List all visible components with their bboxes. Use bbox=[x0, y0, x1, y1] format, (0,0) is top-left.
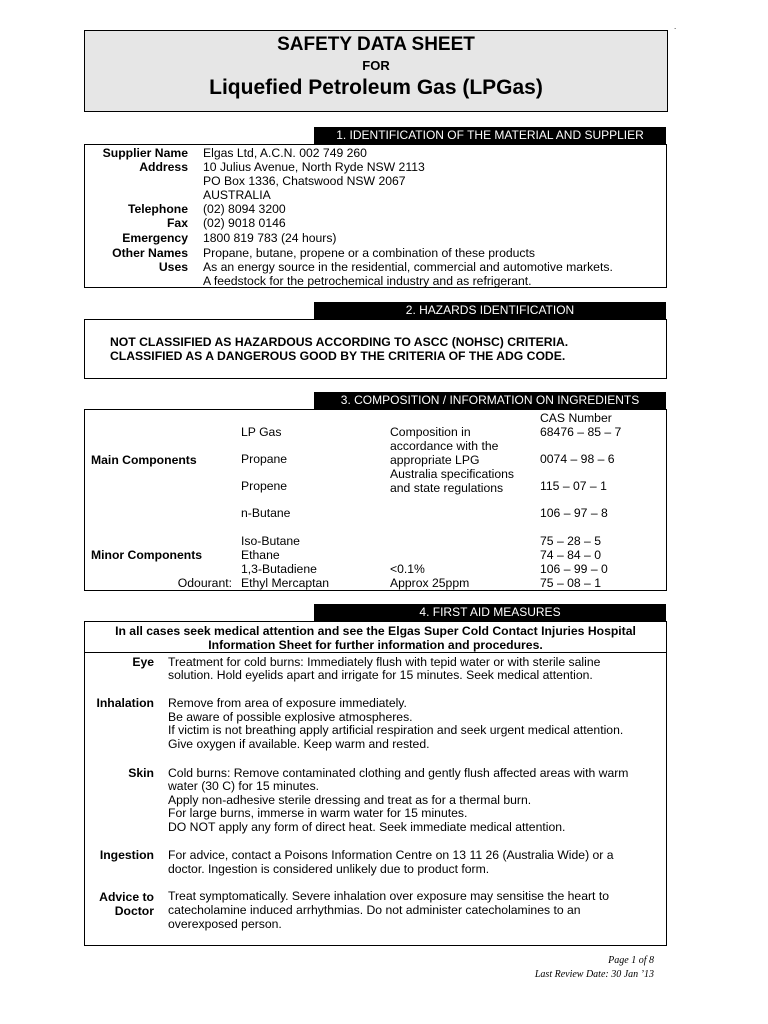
component-name: 1,3-Butadiene bbox=[241, 562, 317, 576]
skin-text: DO NOT apply any form of direct heat. Seek immediate medical attention. bbox=[168, 820, 566, 834]
emergency-value: 1800 819 783 (24 hours) bbox=[203, 231, 337, 245]
advice-to-doctor-label: Doctor bbox=[114, 904, 154, 918]
composition-note: Composition in bbox=[390, 425, 471, 439]
telephone-label: Telephone bbox=[127, 202, 188, 216]
fax-value: (02) 9018 0146 bbox=[203, 216, 286, 230]
address-line: PO Box 1336, Chatswood NSW 2067 bbox=[203, 174, 406, 188]
component-name: LP Gas bbox=[241, 425, 282, 439]
component-concentration: Approx 25ppm bbox=[390, 576, 470, 590]
uses-label: Uses bbox=[158, 260, 188, 274]
title-box bbox=[84, 30, 668, 112]
section-1-heading: 1. IDENTIFICATION OF THE MATERIAL AND SUPPLIER bbox=[314, 127, 666, 144]
uses-line: A feedstock for the petrochemical industry and as refrigerant. bbox=[203, 274, 532, 288]
composition-note: Australia specifications bbox=[390, 467, 514, 481]
component-name: Ethane bbox=[241, 548, 280, 562]
page-number: Page 1 of 8 bbox=[608, 955, 654, 966]
component-cas: 115 – 07 – 1 bbox=[540, 479, 607, 493]
uses-line: As an energy source in the residential, commercial and automotive markets. bbox=[203, 260, 613, 274]
advice-text: Treat symptomatically. Severe inhalation over exposure may sensitise the heart to bbox=[168, 889, 609, 903]
composition-note: appropriate LPG bbox=[390, 453, 480, 467]
emergency-label: Emergency bbox=[122, 231, 188, 245]
document-title: SAFETY DATA SHEET bbox=[277, 34, 475, 55]
component-name: Iso-Butane bbox=[241, 534, 300, 548]
supplier-name-value: Elgas Ltd, A.C.N. 002 749 260 bbox=[203, 146, 367, 160]
hazard-statement: NOT CLASSIFIED AS HAZARDOUS ACCORDING TO ASCC (NOHSC) CRITERIA. bbox=[110, 335, 569, 349]
odourant-label: Odourant: bbox=[177, 576, 232, 590]
component-cas: 74 – 84 – 0 bbox=[540, 548, 601, 562]
component-cas: 0074 – 98 – 6 bbox=[540, 452, 615, 466]
section-4-divider bbox=[84, 652, 667, 653]
skin-text: Cold burns: Remove contaminated clothing and gently flush affected areas with warm bbox=[168, 766, 629, 780]
address-line: 10 Julius Avenue, North Ryde NSW 2113 bbox=[203, 160, 425, 174]
minor-components-label: Minor Components bbox=[91, 548, 203, 562]
component-cas: 106 – 99 – 0 bbox=[540, 562, 608, 576]
ingestion-text: doctor. Ingestion is considered unlikely due to product form. bbox=[168, 862, 490, 876]
address-label: Address bbox=[139, 160, 188, 174]
other-names-value: Propane, butane, propene or a combination of these products bbox=[203, 246, 535, 260]
corner-mark: . bbox=[674, 22, 677, 31]
skin-label: Skin bbox=[128, 766, 154, 780]
component-name: n-Butane bbox=[241, 506, 291, 520]
address-line: AUSTRALIA bbox=[203, 188, 271, 202]
composition-note: accordance with the bbox=[390, 439, 499, 453]
section-3-heading: 3. COMPOSITION / INFORMATION ON INGREDIENTS bbox=[314, 392, 666, 409]
component-name: Propene bbox=[241, 479, 288, 493]
skin-text: water (30 C) for 15 minutes. bbox=[168, 779, 320, 793]
telephone-value: (02) 8094 3200 bbox=[203, 202, 286, 216]
hazard-statement: CLASSIFIED AS A DANGEROUS GOOD BY THE CRITERIA OF THE ADG CODE. bbox=[110, 349, 566, 363]
component-cas: 75 – 28 – 5 bbox=[540, 534, 601, 548]
component-concentration: <0.1% bbox=[390, 562, 425, 576]
section-4-heading: 4. FIRST AID MEASURES bbox=[314, 604, 666, 621]
cas-number-header: CAS Number bbox=[540, 411, 612, 425]
component-cas: 106 – 97 – 8 bbox=[540, 506, 608, 520]
advice-text: catecholamine induced arrhythmias. Do not administer catecholamines to an bbox=[168, 903, 581, 917]
last-review-date: Last Review Date: 30 Jan ’13 bbox=[534, 969, 654, 980]
document-title-for: FOR bbox=[362, 58, 390, 73]
eye-text: Treatment for cold burns: Immediately flush with tepid water or with sterile saline bbox=[168, 655, 601, 669]
main-components-label: Main Components bbox=[91, 453, 197, 467]
supplier-name-label: Supplier Name bbox=[102, 146, 188, 160]
inhalation-text: If victim is not breathing apply artificial respiration and seek urgent medical attention. bbox=[168, 723, 624, 737]
component-name: Propane bbox=[241, 452, 288, 466]
component-cas: 68476 – 85 – 7 bbox=[540, 425, 622, 439]
section-2-heading: 2. HAZARDS IDENTIFICATION bbox=[314, 302, 666, 319]
other-names-label: Other Names bbox=[112, 246, 188, 260]
first-aid-intro: In all cases seek medical attention and see the Elgas Super Cold Contact Injuries Hospital bbox=[115, 624, 636, 638]
ingestion-text: For advice, contact a Poisons Information Centre on 13 11 26 (Australia Wide) or a bbox=[168, 848, 614, 862]
skin-text: Apply non-adhesive sterile dressing and treat as for a thermal burn. bbox=[168, 793, 532, 807]
component-name: Ethyl Mercaptan bbox=[241, 576, 330, 590]
inhalation-text: Be aware of possible explosive atmospheres. bbox=[168, 710, 413, 724]
advice-text: overexposed person. bbox=[168, 917, 282, 931]
inhalation-text: Remove from area of exposure immediately. bbox=[168, 696, 407, 710]
component-cas: 75 – 08 – 1 bbox=[540, 576, 601, 590]
inhalation-text: Give oxygen if available. Keep warm and rested. bbox=[168, 737, 430, 751]
composition-note: and state regulations bbox=[390, 481, 504, 495]
product-name: Liquefied Petroleum Gas (LPGas) bbox=[209, 76, 543, 99]
first-aid-intro: Information Sheet for further information and procedures. bbox=[208, 638, 543, 652]
skin-text: For large burns, immerse in warm water for 15 minutes. bbox=[168, 806, 468, 820]
eye-label: Eye bbox=[132, 655, 154, 669]
fax-label: Fax bbox=[166, 216, 188, 230]
inhalation-label: Inhalation bbox=[96, 696, 154, 710]
ingestion-label: Ingestion bbox=[99, 848, 154, 862]
eye-text: solution. Hold eyelids apart and irrigate for 15 minutes. Seek medical attention. bbox=[168, 668, 593, 682]
advice-to-doctor-label: Advice to bbox=[99, 890, 154, 904]
